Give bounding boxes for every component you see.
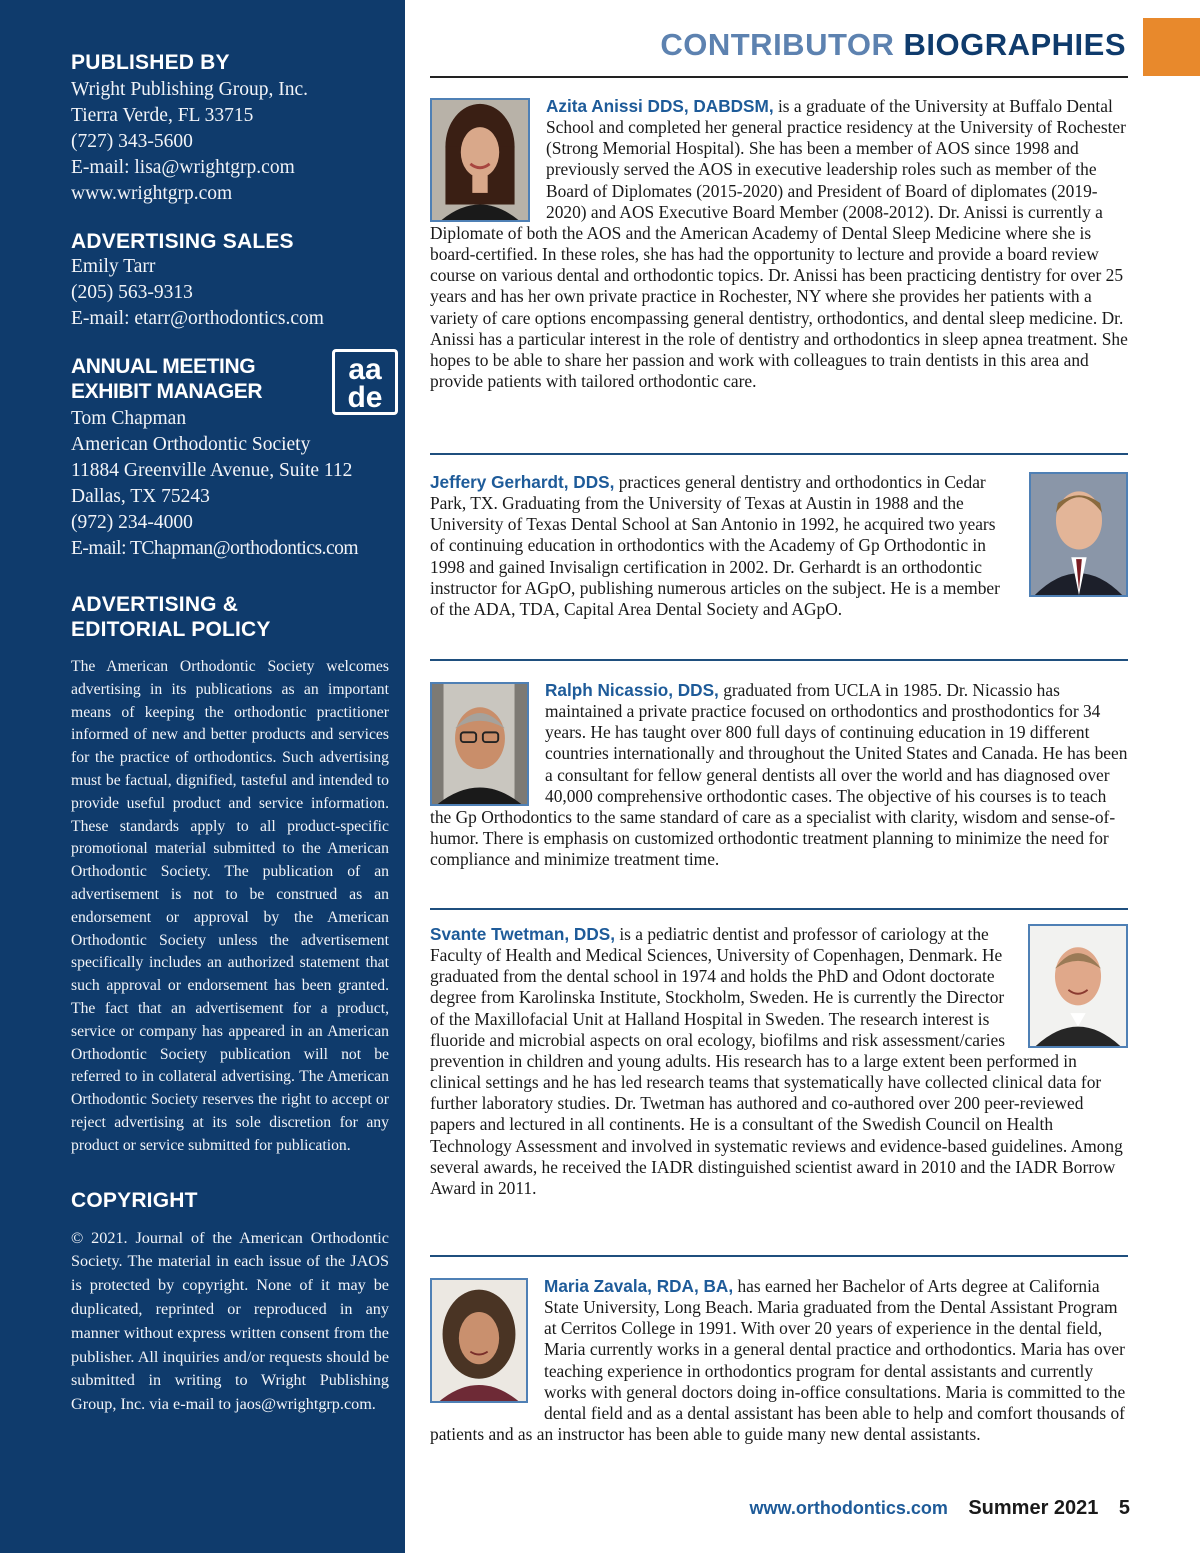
bio-body: graduated from UCLA in 1985. Dr. Nicassio has maintained a private practice focused on orthodontics and prosthodontics for 34 years. He has taught over 800 full days of continuing education in 19 different countries internationally and throughout the United States and Canada. He has been a consultant for fellow general dentists all over the world and has diagnosed over 40,000 comprehensive orthodontic cases. The objective of his courses is to teach the Gp Orthodontics to the same standard of care as a specialist with clarity, wisdom and sense-of-humor. There is emphasis on customized orthodontic treatment planning to minimize the need for compliance and minimize treatment time.: [430, 680, 1128, 870]
portrait-photo: [1029, 472, 1128, 597]
page-number: 5: [1118, 1497, 1130, 1519]
page-header: [430, 22, 1128, 78]
bio-name: Jeffery Gerhardt, DDS,: [430, 472, 615, 492]
bio-text: [430, 924, 1128, 1199]
bio-name: Maria Zavala, RDA, BA,: [544, 1276, 734, 1296]
portrait-photo: [430, 98, 530, 222]
page-title-part-1: CONTRIBUTOR: [660, 27, 895, 62]
sales-contact-name: Emily Tarr: [71, 256, 156, 277]
bio-svante-twetman: [430, 924, 1128, 1199]
portrait-photo: [430, 1278, 528, 1403]
exhibit-street: 11884 Greenville Avenue, Suite 112: [71, 460, 353, 481]
exhibit-heading-line-1: ANNUAL MEETING: [71, 355, 256, 378]
sales-contact-email: E-mail: etarr@orthodontics.com: [71, 308, 324, 329]
advertising-sales-section: [71, 229, 389, 332]
policy-heading-line-1: ADVERTISING &: [71, 593, 239, 616]
page-title-part-2: BIOGRAPHIES: [903, 27, 1126, 62]
bio-name: Azita Anissi DDS, DABDSM,: [546, 96, 774, 116]
bio-body: practices general dentistry and orthodontics in Cedar Park, TX. Graduating from the University of Texas at Austin in 1988 and the University of Texas Dental School at San Antonio in 1992, he acquired two years of continuing education in orthodontics with the Academy of Gp Orthodontic in 1998 and gained Invisalign certification in 2002. Dr. Gerhardt is an orthodontic instructor for AGpO, publishing numerous articles on the subject. He is a member of the ADA, TDA, Capital Area Dental Society and AGpO.: [430, 472, 1000, 619]
publisher-email: E-mail: lisa@wrightgrp.com: [71, 157, 295, 178]
portrait-man-sweater: [1030, 926, 1126, 1046]
publisher-website: www.wrightgrp.com: [71, 183, 233, 204]
portrait-photo: [1028, 924, 1128, 1048]
exhibit-phone: (972) 234-4000: [71, 512, 193, 533]
footer-issue: Summer 2021: [968, 1497, 1099, 1519]
policy-text: The American Orthodontic Society welcomes advertising in its publications as an important means of keeping the orthodontic practitioner informed of new and better products and services for the practice of orthodontics. Such advertising must be factual, dignified, tasteful and intended to provide useful product and service information. These standards apply to all product-specific promotional material submitted to the American Orthodontic Society. The publication of an advertisement is not to be construed as an endorsement or approval by the American Orthodontic Society unless the advertisement specifically includes an authorized statement that such approval or endorsement has been granted. The fact that an advertisement for a product, service or company has appeared in an American Orthodontic Society publication will not be referred to in collateral advertising. The American Orthodontic Society reserves the right to accept or reject advertising at its sole discretion for any product or service submitted for publication.: [71, 658, 389, 1154]
bio-body: is a pediatric dentist and professor of cariology at the Faculty of Health and Medical Sciences, University of Copenhagen, Denmark. He graduated from the dental school in 1974 and holds the PhD and Odont doctorate degree from Karolinska Institute, Stockholm, Sweden. He is currently the Director of the Maxillofacial Unit at Halland Hospital in Sweden. The research interest is fluoride and microbial aspects on oral ecology, biofilms and risk assessment/caries prevention in children and young adults. His research has to a large extent been performed in clinical settings and he has led research teams that systematically have collected clinical data for further laboratory studies. Dr. Twetman has authored and co-authored over 200 peer-reviewed papers and lectured in all continents. He is a consultant of the Swedish Council on Health Technology Assessment and involved in systematic reviews and evidence-based guidelines. Among several awards, he received the IADR distinguished scientist award in 2010 and the IADR Borrow Award in 2011.: [430, 924, 1123, 1198]
bio-azita-anissi: [430, 96, 1128, 392]
copyright-text: © 2021. Journal of the American Orthodontic Society. The material in each issue of the JAOS is protected by copyright. None of it may be duplicated, reprinted or reproduced in any manner without express written consent from the publisher. All inquiries and/or requests should be submitted in writing to Wright Publishing Group, Inc. via e-mail to jaos@wrightgrp.com.: [71, 1228, 389, 1414]
sales-contact-phone: (205) 563-9313: [71, 282, 193, 303]
aade-logo-mark: [335, 352, 395, 412]
aade-logo-top: aa: [348, 353, 382, 386]
policy-heading-line-2: EDITORIAL POLICY: [71, 618, 271, 641]
bio-text: [430, 472, 1128, 620]
aade-logo: [332, 349, 398, 415]
aade-logo-bottom: de: [347, 381, 383, 412]
masthead-sidebar: [0, 0, 405, 1553]
exhibit-email: E-mail: TChapman@orthodontics.com: [71, 538, 359, 559]
bio-text: [430, 96, 1128, 392]
page-title: [430, 22, 1128, 68]
section-divider: [430, 453, 1128, 455]
bio-ralph-nicassio: [430, 680, 1128, 870]
bio-body: is a graduate of the University at Buffalo Dental School and completed her general practice residency at the University of Rochester (Strong Memorial Hospital). She has been a member of AOS since 1998 and previously served the AOS in executive leadership roles such as member of the Board of Diplomates (2015-2020) and President of Board of diplomates (2019-2020) and AOS Executive Board Member (2008-2012). Dr. Anissi is currently a Diplomate of both the AOS and the American Academy of Dental Sleep Medicine where she is board-certified. In these roles, she has had the opportunity to lecture and provide a board review course on various dental and orthodontic topics. Dr. Anissi has been practicing dentistry for over 25 years and has her own private practice in Rochester, NY where she provides her patients with a variety of care options encompassing general dentistry, orthodontics, and dental sleep medicine. Dr. Anissi has a particular interest in the role of dentistry and orthodontics in sleep apnea treatment. She hopes to be able to share her passion and work with colleagues to train dentists in this area and provide patients with tailored orthodontic care.: [430, 96, 1128, 392]
bio-body: has earned her Bachelor of Arts degree at California State University, Long Beach. Maria graduated from the Dental Assistant Program at Cerritos College in 1991. With over 20 years of experience in the dental field, Maria currently works in a general dental practice and orthodontics. Maria has over teaching experience in orthodontics program for dental assistants and currently works with general doctors doing in-office consultations. Maria is committed to the dental field and as a dental assistant has been able to help and comfort thousands of patients and as an instructor has been able to guide many new dental assistants.: [430, 1276, 1126, 1445]
section-divider: [430, 908, 1128, 910]
portrait-woman-dark-hair: [432, 100, 528, 220]
bio-text: [430, 1276, 1128, 1445]
section-divider: [430, 659, 1128, 661]
copyright-section: [71, 1188, 389, 1417]
exhibit-organization: American Orthodontic Society: [71, 434, 311, 455]
footer-website-link[interactable]: www.orthodontics.com: [749, 1498, 948, 1518]
exhibit-heading-line-2: EXHIBIT MANAGER: [71, 380, 263, 403]
advertising-sales-heading: ADVERTISING SALES: [71, 230, 294, 253]
bio-name: Svante Twetman, DDS,: [430, 924, 615, 944]
portrait-man-suit: [1031, 474, 1126, 595]
publisher-phone: (727) 343-5600: [71, 131, 193, 152]
published-by-heading: PUBLISHED BY: [71, 51, 230, 74]
bio-name: Ralph Nicassio, DDS,: [545, 680, 719, 700]
exhibit-city: Dallas, TX 75243: [71, 486, 210, 507]
bio-maria-zavala: [430, 1276, 1128, 1445]
publisher-city: Tierra Verde, FL 33715: [71, 105, 254, 126]
section-divider: [430, 1255, 1128, 1257]
portrait-photo: [430, 682, 529, 806]
editorial-policy-section: [71, 592, 389, 1158]
portrait-woman-curly-hair: [432, 1280, 526, 1401]
exhibit-manager-section: [71, 354, 389, 562]
section-tab-marker: [1143, 18, 1200, 76]
portrait-man-glasses: [432, 684, 527, 804]
page-footer: [750, 1497, 1130, 1520]
bio-jeffery-gerhardt: [430, 472, 1128, 620]
publisher-name: Wright Publishing Group, Inc.: [71, 79, 308, 100]
bio-text: [430, 680, 1128, 870]
exhibit-contact-name: Tom Chapman: [71, 408, 187, 429]
copyright-heading: COPYRIGHT: [71, 1188, 198, 1212]
published-by-section: [71, 50, 389, 207]
